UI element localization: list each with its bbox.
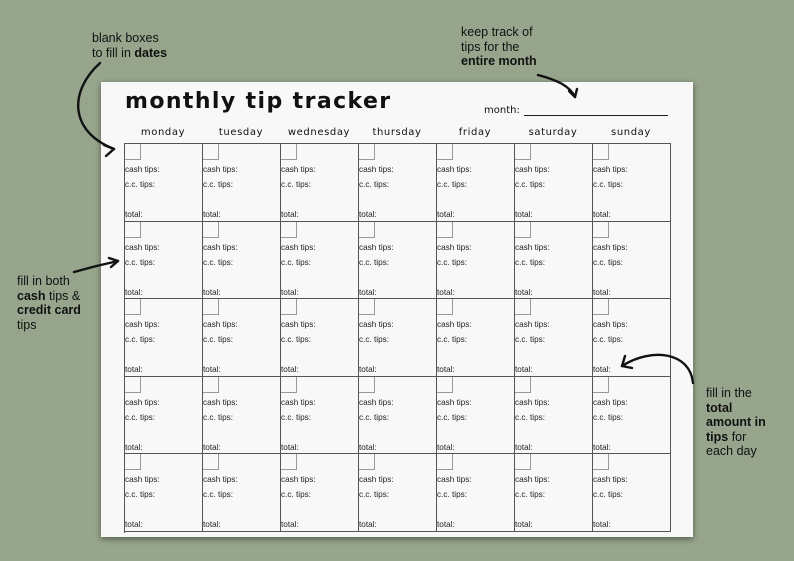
date-box[interactable] bbox=[593, 299, 609, 315]
cc-tips-label: c.c. tips: bbox=[281, 490, 312, 500]
cash-tips-label: cash tips: bbox=[203, 165, 238, 174]
calendar-grid bbox=[124, 143, 671, 533]
day-cell[interactable] bbox=[593, 454, 671, 532]
date-box[interactable] bbox=[515, 377, 531, 393]
total-label: total: bbox=[437, 287, 455, 297]
day-cell[interactable] bbox=[281, 299, 359, 377]
date-box[interactable] bbox=[359, 299, 375, 315]
cc-tips-label: c.c. tips: bbox=[515, 490, 546, 500]
cc-tips-label: c.c. tips: bbox=[437, 335, 468, 345]
date-box[interactable] bbox=[281, 144, 297, 160]
date-box[interactable] bbox=[515, 299, 531, 315]
day-cell[interactable] bbox=[515, 454, 593, 532]
cash-tips-label: cash tips: bbox=[281, 320, 316, 330]
day-cell[interactable] bbox=[593, 222, 671, 300]
date-box[interactable] bbox=[593, 144, 609, 160]
tracker-sheet bbox=[101, 82, 693, 537]
cc-tips-label: c.c. tips: bbox=[281, 180, 312, 189]
cc-tips-label: c.c. tips: bbox=[437, 180, 468, 189]
weekday-header bbox=[124, 127, 674, 138]
date-box[interactable] bbox=[281, 377, 297, 393]
cc-tips-label: c.c. tips: bbox=[593, 335, 624, 345]
total-label: total: bbox=[593, 287, 611, 297]
day-cell[interactable] bbox=[281, 222, 359, 300]
day-cell[interactable] bbox=[281, 377, 359, 455]
cc-tips-label: c.c. tips: bbox=[281, 335, 312, 345]
total-label: total: bbox=[125, 210, 143, 219]
cash-tips-label: cash tips: bbox=[593, 475, 628, 485]
cash-tips-label: cash tips: bbox=[437, 475, 472, 485]
cc-tips-label: c.c. tips: bbox=[125, 412, 156, 422]
day-cell[interactable] bbox=[359, 144, 437, 222]
total-label: total: bbox=[281, 287, 299, 297]
cash-tips-label: cash tips: bbox=[593, 242, 628, 252]
cash-tips-label: cash tips: bbox=[437, 165, 472, 174]
cash-tips-label: cash tips: bbox=[125, 397, 160, 407]
cash-tips-label: cash tips: bbox=[593, 320, 628, 330]
day-cell[interactable] bbox=[359, 222, 437, 300]
date-box[interactable] bbox=[125, 144, 141, 160]
date-box[interactable] bbox=[203, 222, 219, 238]
cash-tips-label: cash tips: bbox=[203, 475, 238, 485]
total-label: total: bbox=[359, 210, 377, 219]
cc-tips-label: c.c. tips: bbox=[203, 257, 234, 267]
date-box[interactable] bbox=[125, 222, 141, 238]
total-label: total: bbox=[281, 365, 299, 375]
total-label: total: bbox=[359, 365, 377, 375]
cash-tips-label: cash tips: bbox=[515, 242, 550, 252]
total-label: total: bbox=[281, 520, 299, 530]
total-label: total: bbox=[515, 520, 533, 530]
cc-tips-label: c.c. tips: bbox=[593, 257, 624, 267]
date-box[interactable] bbox=[281, 454, 297, 470]
total-label: total: bbox=[515, 365, 533, 375]
note-dates: blank boxes to fill in dates bbox=[92, 31, 168, 60]
weekday-thursday: thursday bbox=[372, 127, 422, 138]
cash-tips-label: cash tips: bbox=[515, 320, 550, 330]
day-cell[interactable] bbox=[125, 222, 203, 300]
weekday-wednesday: wednesday bbox=[287, 127, 351, 138]
total-label: total: bbox=[515, 287, 533, 297]
cash-tips-label: cash tips: bbox=[359, 165, 394, 174]
day-cell[interactable] bbox=[281, 454, 359, 532]
cash-tips-label: cash tips: bbox=[437, 242, 472, 252]
date-box[interactable] bbox=[203, 144, 219, 160]
cc-tips-label: c.c. tips: bbox=[203, 490, 234, 500]
date-box[interactable] bbox=[203, 454, 219, 470]
cc-tips-label: c.c. tips: bbox=[125, 180, 156, 189]
cc-tips-label: c.c. tips: bbox=[281, 257, 312, 267]
total-label: total: bbox=[281, 210, 299, 219]
cc-tips-label: c.c. tips: bbox=[593, 180, 624, 189]
date-box[interactable] bbox=[203, 299, 219, 315]
cash-tips-label: cash tips: bbox=[125, 320, 160, 330]
date-box[interactable] bbox=[515, 222, 531, 238]
date-box[interactable] bbox=[515, 454, 531, 470]
total-label: total: bbox=[203, 520, 221, 530]
total-label: total: bbox=[359, 442, 377, 452]
date-box[interactable] bbox=[203, 377, 219, 393]
weekday-tuesday: tuesday bbox=[218, 127, 264, 138]
month-input-line bbox=[524, 106, 668, 116]
weekday-sunday: sunday bbox=[611, 127, 651, 138]
note-cash: fill in both cash tips & credit card tips bbox=[17, 274, 81, 332]
cc-tips-label: c.c. tips: bbox=[203, 335, 234, 345]
total-label: total: bbox=[515, 210, 533, 219]
cash-tips-label: cash tips: bbox=[281, 242, 316, 252]
cc-tips-label: c.c. tips: bbox=[437, 490, 468, 500]
cash-tips-label: cash tips: bbox=[203, 320, 238, 330]
date-box[interactable] bbox=[437, 377, 453, 393]
day-cell[interactable] bbox=[593, 299, 671, 377]
total-label: total: bbox=[125, 365, 143, 375]
cash-tips-label: cash tips: bbox=[437, 397, 472, 407]
total-label: total: bbox=[593, 520, 611, 530]
cash-tips-label: cash tips: bbox=[593, 165, 628, 174]
day-cell[interactable] bbox=[359, 377, 437, 455]
cc-tips-label: c.c. tips: bbox=[515, 180, 546, 189]
total-label: total: bbox=[593, 365, 611, 375]
weekday-monday: monday bbox=[140, 127, 186, 138]
date-box[interactable] bbox=[125, 454, 141, 470]
date-box[interactable] bbox=[359, 222, 375, 238]
cash-tips-label: cash tips: bbox=[125, 165, 160, 174]
cash-tips-label: cash tips: bbox=[359, 320, 394, 330]
day-cell[interactable] bbox=[125, 377, 203, 455]
date-box[interactable] bbox=[437, 299, 453, 315]
date-box[interactable] bbox=[125, 377, 141, 393]
note-month: keep track of tips for the entire month bbox=[461, 25, 537, 68]
cc-tips-label: c.c. tips: bbox=[359, 180, 390, 189]
page-title: monthly tip tracker bbox=[125, 89, 392, 114]
cc-tips-label: c.c. tips: bbox=[125, 257, 156, 267]
day-cell[interactable] bbox=[203, 222, 281, 300]
cash-tips-label: cash tips: bbox=[281, 165, 316, 174]
cash-tips-label: cash tips: bbox=[203, 242, 238, 252]
total-label: total: bbox=[515, 442, 533, 452]
cc-tips-label: c.c. tips: bbox=[281, 412, 312, 422]
cc-tips-label: c.c. tips: bbox=[359, 335, 390, 345]
day-cell[interactable] bbox=[281, 144, 359, 222]
day-cell[interactable] bbox=[593, 377, 671, 455]
day-cell[interactable] bbox=[515, 144, 593, 222]
cash-tips-label: cash tips: bbox=[359, 397, 394, 407]
cc-tips-label: c.c. tips: bbox=[515, 412, 546, 422]
day-cell[interactable] bbox=[515, 377, 593, 455]
date-box[interactable] bbox=[593, 454, 609, 470]
cash-tips-label: cash tips: bbox=[515, 165, 550, 174]
total-label: total: bbox=[203, 365, 221, 375]
day-cell[interactable] bbox=[515, 222, 593, 300]
cc-tips-label: c.c. tips: bbox=[593, 490, 624, 500]
day-cell[interactable] bbox=[437, 144, 515, 222]
date-box[interactable] bbox=[281, 222, 297, 238]
day-cell[interactable] bbox=[359, 299, 437, 377]
cc-tips-label: c.c. tips: bbox=[515, 257, 546, 267]
day-cell[interactable] bbox=[359, 454, 437, 532]
day-cell[interactable] bbox=[593, 144, 671, 222]
date-box[interactable] bbox=[515, 144, 531, 160]
total-label: total: bbox=[203, 442, 221, 452]
cash-tips-label: cash tips: bbox=[515, 397, 550, 407]
cc-tips-label: c.c. tips: bbox=[437, 257, 468, 267]
day-cell[interactable] bbox=[203, 377, 281, 455]
cc-tips-label: c.c. tips: bbox=[515, 335, 546, 345]
weekday-friday: friday bbox=[458, 127, 492, 138]
cash-tips-label: cash tips: bbox=[359, 475, 394, 485]
cash-tips-label: cash tips: bbox=[281, 475, 316, 485]
cc-tips-label: c.c. tips: bbox=[359, 412, 390, 422]
day-cell[interactable] bbox=[437, 222, 515, 300]
total-label: total: bbox=[125, 287, 143, 297]
day-cell[interactable] bbox=[203, 299, 281, 377]
cc-tips-label: c.c. tips: bbox=[359, 490, 390, 500]
total-label: total: bbox=[125, 520, 143, 530]
cash-tips-label: cash tips: bbox=[515, 475, 550, 485]
cash-tips-label: cash tips: bbox=[203, 397, 238, 407]
day-cell[interactable] bbox=[437, 299, 515, 377]
total-label: total: bbox=[281, 442, 299, 452]
day-cell[interactable] bbox=[203, 454, 281, 532]
date-box[interactable] bbox=[359, 377, 375, 393]
date-box[interactable] bbox=[359, 144, 375, 160]
month-label: month: bbox=[484, 105, 520, 116]
cc-tips-label: c.c. tips: bbox=[125, 335, 156, 345]
date-box[interactable] bbox=[593, 222, 609, 238]
date-box[interactable] bbox=[359, 454, 375, 470]
date-box[interactable] bbox=[437, 454, 453, 470]
total-label: total: bbox=[203, 287, 221, 297]
total-label: total: bbox=[125, 442, 143, 452]
day-cell[interactable] bbox=[437, 377, 515, 455]
date-box[interactable] bbox=[281, 299, 297, 315]
cc-tips-label: c.c. tips: bbox=[437, 412, 468, 422]
cc-tips-label: c.c. tips: bbox=[203, 412, 234, 422]
weekday-saturday: saturday bbox=[528, 127, 578, 138]
month-field bbox=[484, 105, 668, 116]
total-label: total: bbox=[437, 520, 455, 530]
total-label: total: bbox=[437, 210, 455, 219]
date-box[interactable] bbox=[437, 144, 453, 160]
day-cell[interactable] bbox=[125, 144, 203, 222]
date-box[interactable] bbox=[593, 377, 609, 393]
cash-tips-label: cash tips: bbox=[593, 397, 628, 407]
day-cell[interactable] bbox=[203, 144, 281, 222]
cash-tips-label: cash tips: bbox=[359, 242, 394, 252]
date-box[interactable] bbox=[125, 299, 141, 315]
total-label: total: bbox=[593, 210, 611, 219]
cash-tips-label: cash tips: bbox=[125, 242, 160, 252]
cash-tips-label: cash tips: bbox=[437, 320, 472, 330]
total-label: total: bbox=[203, 210, 221, 219]
total-label: total: bbox=[359, 520, 377, 530]
total-label: total: bbox=[437, 442, 455, 452]
cc-tips-label: c.c. tips: bbox=[203, 180, 234, 189]
cash-tips-label: cash tips: bbox=[125, 475, 160, 485]
cc-tips-label: c.c. tips: bbox=[359, 257, 390, 267]
cc-tips-label: c.c. tips: bbox=[125, 490, 156, 500]
cash-tips-label: cash tips: bbox=[281, 397, 316, 407]
note-total: fill in the total amount in tips for each day bbox=[706, 386, 766, 458]
day-cell[interactable] bbox=[125, 454, 203, 532]
date-box[interactable] bbox=[437, 222, 453, 238]
day-cell[interactable] bbox=[125, 299, 203, 377]
cc-tips-label: c.c. tips: bbox=[593, 412, 624, 422]
day-cell[interactable] bbox=[437, 454, 515, 532]
day-cell[interactable] bbox=[515, 299, 593, 377]
total-label: total: bbox=[437, 365, 455, 375]
total-label: total: bbox=[593, 442, 611, 452]
total-label: total: bbox=[359, 287, 377, 297]
